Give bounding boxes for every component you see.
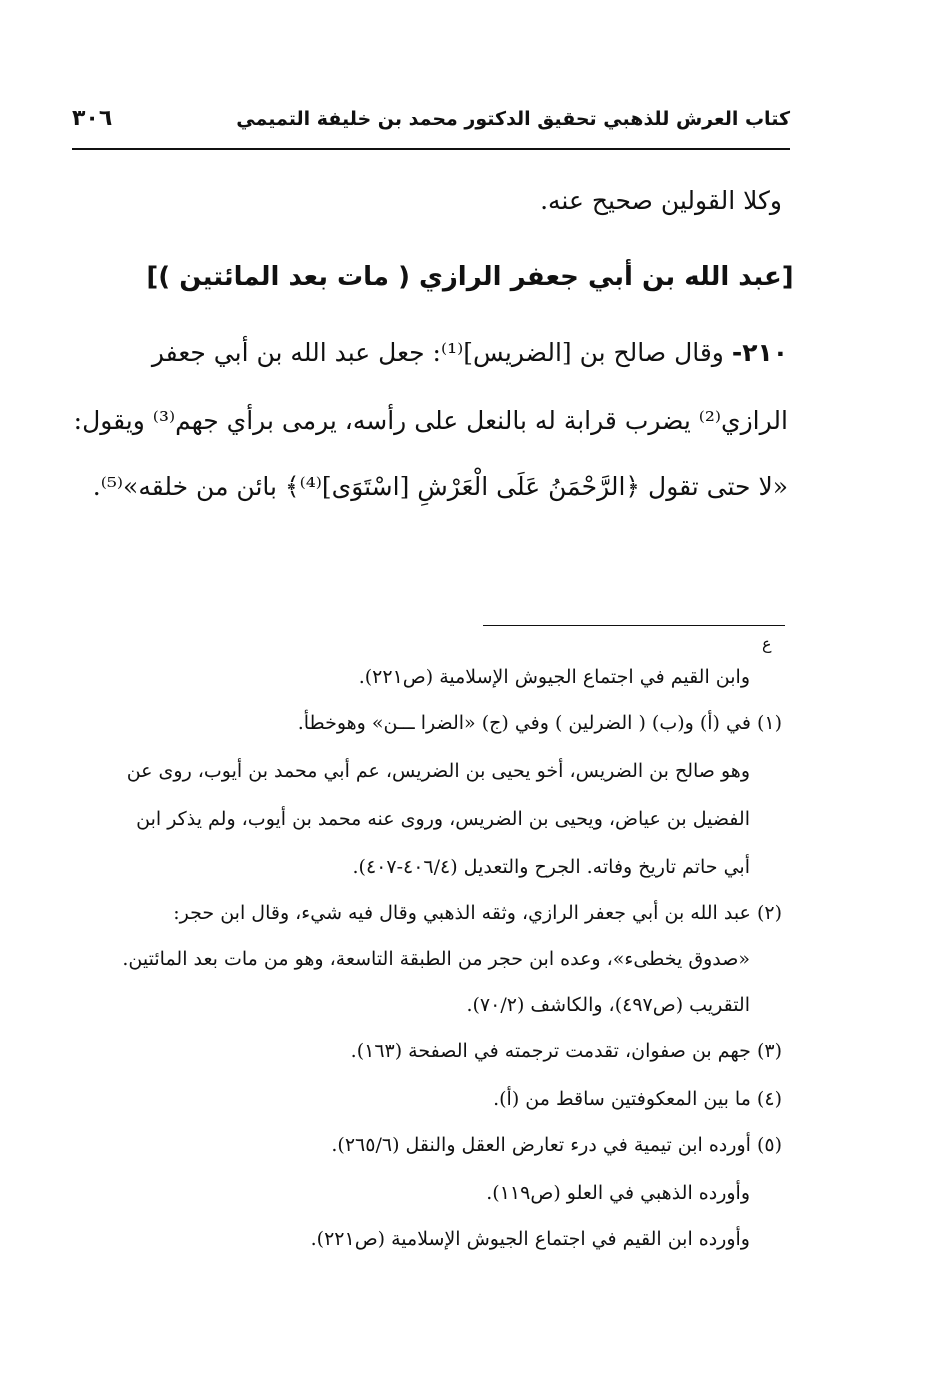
entry-number: ٢١٠-: [731, 338, 788, 367]
entry-line-2: الرازي⁽²⁾ يضرب قرابة له بالنعل على رأسه، يرمى برأي جهم⁽³⁾ ويقول:: [73, 406, 788, 435]
entry-line-3: «لا حتى تقول ﴿الرَّحْمَنُ عَلَى الْعَرْشِ [اسْتَوَى]⁽⁴⁾﴾ بائن من خلقه»⁽⁵⁾.: [92, 472, 788, 501]
section-heading: [عبد الله بن أبي جعفر الرازي ( مات بعد المائتين )]: [146, 262, 794, 292]
footnote-line: (١) في (أ) و(ب) ( الضرلين ) وفي (ج) «الضرا ـــن» وهوخطأ.: [297, 712, 782, 734]
footnote-line: التقريب (ص٤٩٧)، والكاشف (٧٠/٢).: [466, 994, 750, 1016]
footnote-line: أبي حاتم تاريخ وفاته. الجرح والتعديل (٤٠٦/٤-٤٠٧).: [352, 856, 750, 878]
page-number: ٣٠٦: [72, 106, 113, 131]
footnote-line: الفضيل بن عياض، ويحيى بن الضريس، وروى عنه محمد بن أيوب، ولم يذكر ابن: [136, 808, 750, 830]
footnote-line: وأورده الذهبي في العلو (ص١١٩).: [486, 1182, 750, 1204]
running-header: [72, 104, 790, 144]
footnote-line: (٤) ما بين المعكوفتين ساقط من (أ).: [493, 1088, 782, 1110]
footnote-line: «صدوق يخطىء»، وعده ابن حجر من الطبقة التاسعة، وهو من مات بعد المائتين.: [122, 948, 750, 970]
footnote-rule: [483, 625, 785, 626]
intro-line: وكلا القولين صحيح عنه.: [540, 186, 782, 215]
footnote-line: وابن القيم في اجتماع الجيوش الإسلامية (ص٢٢١).: [358, 666, 750, 688]
footnote-line: وهو صالح بن الضريس، أخو يحيى بن الضريس، عم أبي محمد بن أيوب، روى عن: [126, 760, 750, 782]
footnote-line: (٣) جهم بن صفوان، تقدمت ترجمته في الصفحة (١٦٣).: [350, 1040, 782, 1062]
footnote-line: (٥) أورده ابن تيمية في درء تعارض العقل والنقل (٢٦٥/٦).: [331, 1134, 782, 1156]
running-header-title: كتاب العرش للذهبي تحقيق الدكتور محمد بن خليفة التميمي: [236, 108, 790, 130]
header-rule: [72, 148, 790, 150]
footnote-continuation-mark: ﻉ: [762, 634, 772, 653]
footnote-line: (٢) عبد الله بن أبي جعفر الرازي، وثقه الذهبي وقال فيه شيء، وقال ابن حجر:: [173, 902, 782, 924]
entry-line-1-text: وقال صالح بن [الضريس]⁽¹⁾: جعل عبد الله بن أبي جعفر: [151, 338, 724, 367]
entry-line-1: [152, 338, 788, 367]
footnote-line: وأورده ابن القيم في اجتماع الجيوش الإسلامية (ص٢٢١).: [310, 1228, 750, 1250]
